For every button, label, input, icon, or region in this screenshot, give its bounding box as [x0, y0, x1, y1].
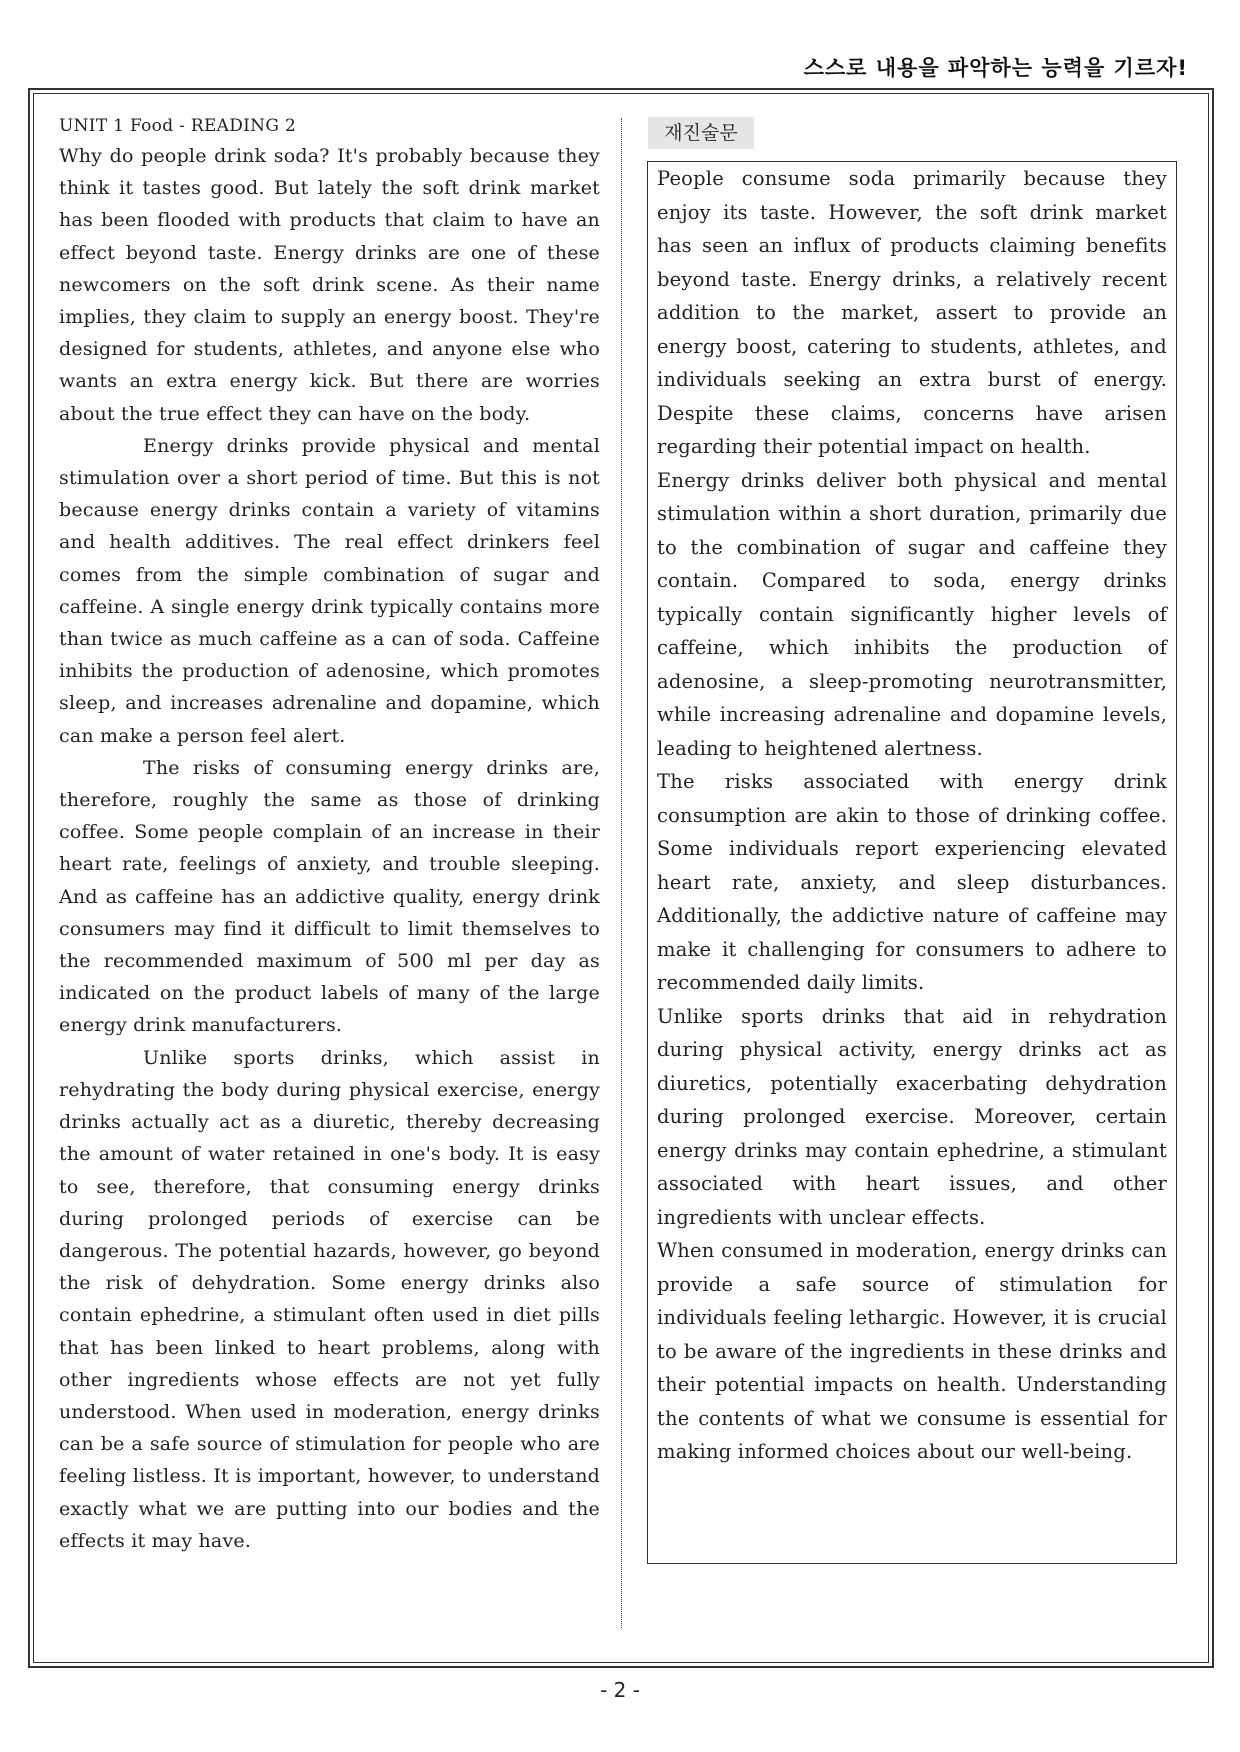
- restatement-paragraph-3: The risks associated with energy drink consumption are akin to those of drinking coffee. Some individuals report experiencing elevated heart rate, anxiety, and sleep disturbances. Additionally, the addictive nature of caffeine may make it challenging for consumers to adhere to recommended daily limits.: [657, 770, 1167, 994]
- page-number: - 2 -: [600, 1678, 640, 1702]
- column-divider: [621, 118, 622, 1628]
- header-slogan: 스스로 내용을 파악하는 능력을 기르자!: [803, 56, 1188, 80]
- restatement-box: [647, 161, 1177, 1564]
- restatement-label: 재진술문: [648, 117, 754, 149]
- restatement-paragraph-2: Energy drinks deliver both physical and mental stimulation within a short duration, primarily due to the combination of sugar and caffeine they contain. Compared to soda, energy drinks typically contain significantly higher levels of caffeine, which inhibits the production of adenosine, a sleep-promoting neurotransmitter, while increasing adrenaline and dopamine levels, leading to heightened alertness.: [657, 468, 1167, 760]
- original-paragraph-1: Why do people drink soda? It's probably because they think it tastes good. But lately the soft drink market has been flooded with products that claim to have an effect beyond taste. Energy drinks are one of these newcomers on the soft drink scene. As their name implies, they claim to supply an energy boost. They're designed for students, athletes, and anyone else who wants an extra energy kick. But there are worries about the true effect they can have on the body.: [59, 145, 600, 425]
- restatement-paragraph-4: Unlike sports drinks that aid in rehydration during physical activity, energy drinks act as diuretics, potentially exacerbating dehydration during prolonged exercise. Moreover, certain energy drinks may contain ephedrine, a stimulant associated with heart issues, and other ingredients with unclear effects.: [657, 1004, 1167, 1229]
- original-text-column: [59, 112, 600, 1557]
- unit-title: UNIT 1 Food - READING 2: [59, 116, 297, 136]
- restatement-paragraph-5: When consumed in moderation, energy drinks can provide a safe source of stimulation for individuals feeling lethargic. However, it is crucial to be aware of the ingredients in these drinks and their potential impacts on health. Understanding the contents of what we consume is essential for making informed choices about our well-being.: [657, 1239, 1167, 1463]
- original-paragraph-3: The risks of consuming energy drinks are, therefore, roughly the same as those of drinking coffee. Some people complain of an increase in their heart rate, feelings of anxiety, and trouble sleeping. And as caffeine has an addictive quality, energy drink consumers may find it difficult to limit themselves to the recommended maximum of 500 ml per day as indicated on the product labels of many of the large energy drink manufacturers.: [59, 756, 600, 1037]
- original-paragraph-4: Unlike sports drinks, which assist in rehydrating the body during physical exercise, energy drinks actually act as a diuretic, thereby decreasing the amount of water retained in one's body. It is easy to see, therefore, that consuming energy drinks during prolonged periods of exercise can be dangerous. The potential hazards, however, go beyond the risk of dehydration. Some energy drinks also contain ephedrine, a stimulant often used in diet pills that has been linked to heart problems, along with other ingredients whose effects are not yet fully understood. When used in moderation, energy drinks can be a safe source of stimulation for people who are feeling listless. It is important, however, to understand exactly what we are putting into our bodies and the effects it may have.: [59, 1046, 600, 1552]
- restatement-paragraph-1: People consume soda primarily because they enjoy its taste. However, the soft drink market has seen an influx of products claiming benefits beyond taste. Energy drinks, a relatively recent addition to the market, assert to provide an energy boost, catering to students, athletes, and individuals seeking an extra burst of energy. Despite these claims, concerns have arisen regarding their potential impact on health.: [657, 167, 1167, 458]
- original-paragraph-2: Energy drinks provide physical and mental stimulation over a short period of time. But this is not because energy drinks contain a variety of vitamins and health additives. The real effect drinkers feel comes from the simple combination of sugar and caffeine. A single energy drink typically contains more than twice as much caffeine as a can of soda. Caffeine inhibits the production of adenosine, which promotes sleep, and increases adrenaline and dopamine, which can make a person feel alert.: [59, 434, 600, 747]
